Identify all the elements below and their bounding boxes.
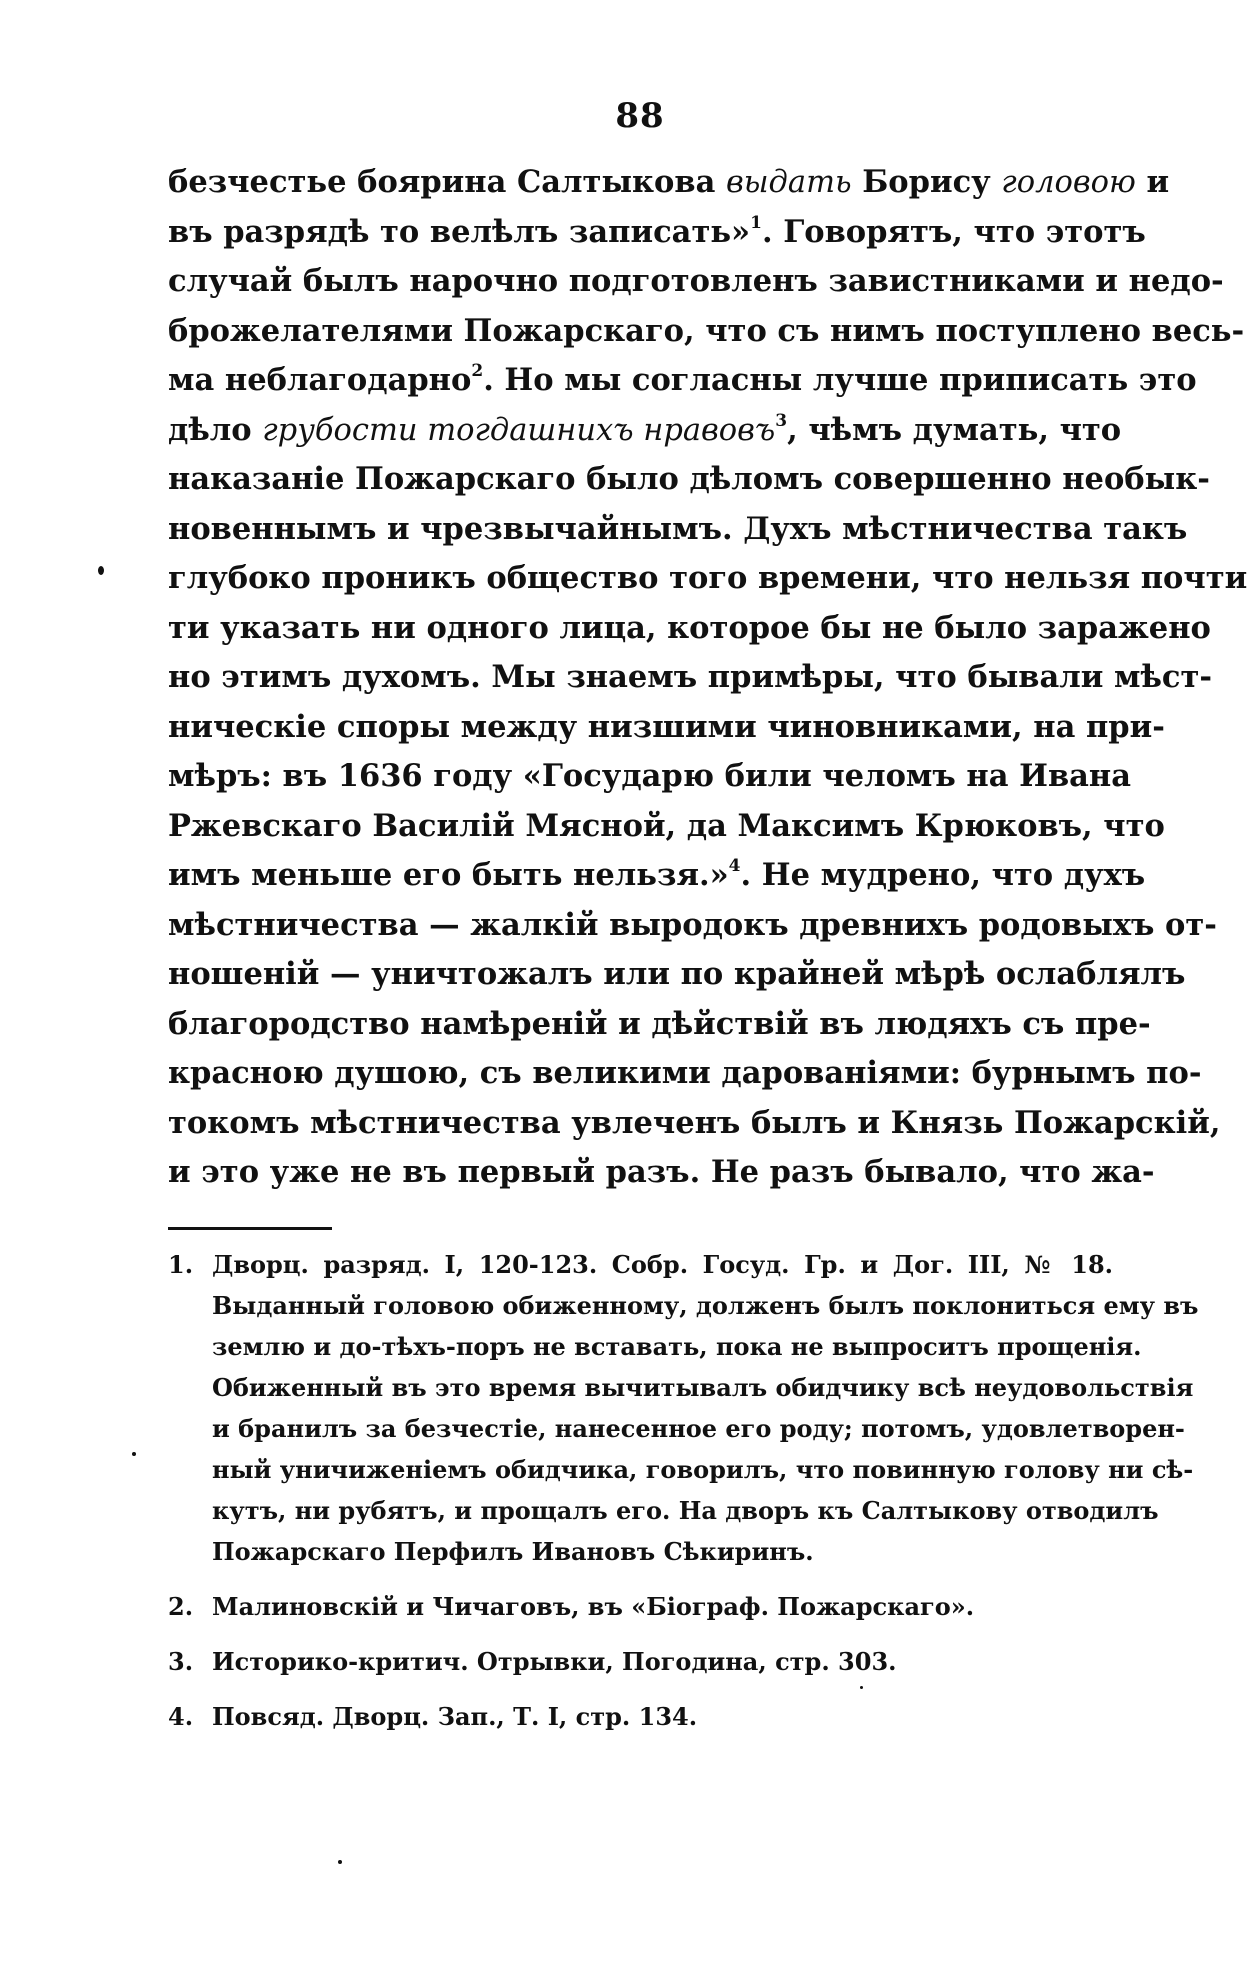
text-run: дѣло	[168, 411, 263, 448]
text-run: ти указать ни одного лица, которое бы не было заражено	[168, 609, 1211, 646]
text-run: и это уже не въ первый разъ. Не разъ бывало, что жа-	[168, 1154, 1155, 1190]
text-line	[168, 1099, 1221, 1149]
text-run: . Но мы согласны лучше приписать это	[483, 362, 1197, 398]
text-line	[168, 406, 1122, 456]
footnote	[168, 1586, 1113, 1627]
text-run: . Не мудрено, что духъ	[740, 857, 1146, 893]
footnote-line	[168, 1641, 1113, 1682]
text-line	[168, 554, 1247, 604]
footnote-line	[168, 1326, 1142, 1367]
text-line	[168, 158, 1170, 208]
footnote	[168, 1696, 1113, 1737]
footnote-number: 1.	[168, 1250, 194, 1279]
footnote-text: Дворц. разряд. I, 120-123. Собр. Госуд. Гр. и Дог. III, № 18.	[212, 1250, 1113, 1279]
text-run: токомъ мѣстничества увлеченъ былъ и Князь Пожарскій,	[168, 1104, 1221, 1141]
text-run: новеннымъ и чрезвычайнымъ. Духъ мѣстничества такъ	[168, 510, 1188, 547]
footnote-line	[168, 1490, 1159, 1531]
footnote-line	[168, 1367, 1194, 1408]
footnote-line	[168, 1696, 1113, 1737]
footnote-line	[168, 1285, 1199, 1326]
text-line	[168, 307, 1245, 357]
text-run: имъ меньше его быть нельзя.»	[168, 857, 729, 893]
text-run: глубоко проникъ общество того времени, что нельзя почти	[168, 560, 1247, 596]
footnote-text: Историко-критич. Отрывки, Погодина, стр. 303.	[212, 1647, 897, 1676]
italic-text: выдать	[725, 165, 852, 200]
italic-text: грубости тогдашнихъ нравовъ	[262, 412, 776, 448]
footnote-text: и бранилъ за безчестіе, нанесенное его роду; потомъ, удовлетворен-	[212, 1414, 1185, 1443]
footnote-line	[168, 1408, 1185, 1449]
scan-speck	[860, 1686, 863, 1689]
text-run: благородство намѣреній и дѣйствій въ людяхъ съ пре-	[168, 1005, 1151, 1042]
text-line	[168, 752, 1131, 802]
text-run: наказаніе Пожарскаго было дѣломъ совершенно необык-	[168, 461, 1210, 497]
footnote-marker: 2	[471, 361, 484, 381]
footnotes	[168, 1244, 1199, 1751]
text-run: случай былъ нарочно подготовленъ завистниками и недо-	[168, 263, 1224, 299]
footnote-text: Повсяд. Дворц. Зап., Т. I, стр. 134.	[212, 1702, 698, 1731]
footnote-text: Выданный головою обиженному, долженъ былъ поклониться ему въ	[212, 1291, 1199, 1320]
text-run: красною душою, съ великими дарованіями: бурнымъ по-	[168, 1055, 1202, 1091]
footnote-text: Обиженный въ это время вычитывалъ обидчику всѣ неудовольствія	[212, 1373, 1194, 1402]
text-run: . Говорятъ, что этотъ	[761, 213, 1146, 250]
text-run: брожелателями Пожарскаго, что съ нимъ поступлено весь-	[168, 312, 1245, 349]
scan-speck	[132, 1452, 136, 1456]
footnote-marker: 4	[728, 856, 741, 876]
footnote-line	[168, 1449, 1194, 1490]
text-line	[168, 1148, 1155, 1198]
text-line	[168, 1000, 1151, 1050]
text-run: ма неблагодарно	[168, 362, 472, 398]
text-line	[168, 1049, 1202, 1099]
footnote-line	[168, 1244, 1113, 1285]
footnote-marker: 3	[775, 410, 788, 431]
main-text	[168, 158, 1247, 1198]
footnote-text: землю и до-тѣхъ-поръ не вставать, пока не выпроситъ прощенія.	[212, 1332, 1142, 1361]
text-run: Борису	[851, 164, 1002, 200]
text-line	[168, 257, 1224, 307]
footnote-marker: 1	[750, 212, 762, 233]
footnote-number: 3.	[168, 1647, 194, 1676]
text-run: ношеній — уничтожалъ или по крайней мѣрѣ ослаблялъ	[168, 956, 1186, 992]
text-line	[168, 356, 1197, 406]
text-line	[168, 653, 1213, 703]
footnote-text: кутъ, ни рубятъ, и прощалъ его. На дворъ къ Салтыкову отводилъ	[212, 1496, 1159, 1525]
text-run: , чѣмъ думать, что	[787, 411, 1122, 448]
footnote-line	[168, 1586, 1113, 1627]
text-run: въ разрядѣ то велѣлъ записать»	[168, 213, 751, 250]
text-line	[168, 802, 1165, 852]
scan-speck	[338, 1860, 342, 1864]
text-run: ническіе споры между низшими чиновниками, на при-	[168, 708, 1165, 745]
footnote-line	[168, 1531, 1113, 1572]
page-number: 88	[615, 96, 665, 136]
footnote-number: 4.	[168, 1702, 194, 1731]
text-run: и	[1135, 164, 1170, 200]
footnote-separator-rule	[168, 1227, 332, 1230]
footnote	[168, 1641, 1113, 1682]
text-run: мѣръ: въ 1636 году «Государю били челомъ на Ивана	[168, 758, 1131, 794]
footnote-number: 2.	[168, 1592, 194, 1621]
footnote-text: ный уничиженіемъ обидчика, говорилъ, что повинную голову ни сѣ-	[212, 1455, 1194, 1484]
footnote-text: Пожарскаго Перфилъ Ивановъ Сѣкиринъ.	[212, 1537, 814, 1566]
text-run: но этимъ духомъ. Мы знаемъ примѣры, что бывали мѣст-	[168, 659, 1213, 695]
italic-text: головою	[1001, 165, 1136, 200]
text-line	[168, 950, 1186, 1000]
text-run: безчестье боярина Салтыкова	[168, 164, 726, 200]
text-run: Ржевскаго Василій Мясной, да Максимъ Крюковъ, что	[168, 807, 1165, 844]
text-line	[168, 901, 1217, 951]
text-run: мѣстничества — жалкій выродокъ древнихъ родовыхъ от-	[168, 906, 1217, 943]
text-line	[168, 505, 1188, 555]
scan-speck	[98, 566, 104, 575]
text-line	[168, 208, 1146, 258]
text-line	[168, 604, 1211, 654]
text-line	[168, 851, 1146, 901]
footnote	[168, 1244, 1199, 1572]
text-line	[168, 455, 1210, 505]
text-line	[168, 703, 1165, 753]
footnote-text: Малиновскій и Чичаговъ, въ «Біограф. Пожарскаго».	[212, 1592, 975, 1621]
